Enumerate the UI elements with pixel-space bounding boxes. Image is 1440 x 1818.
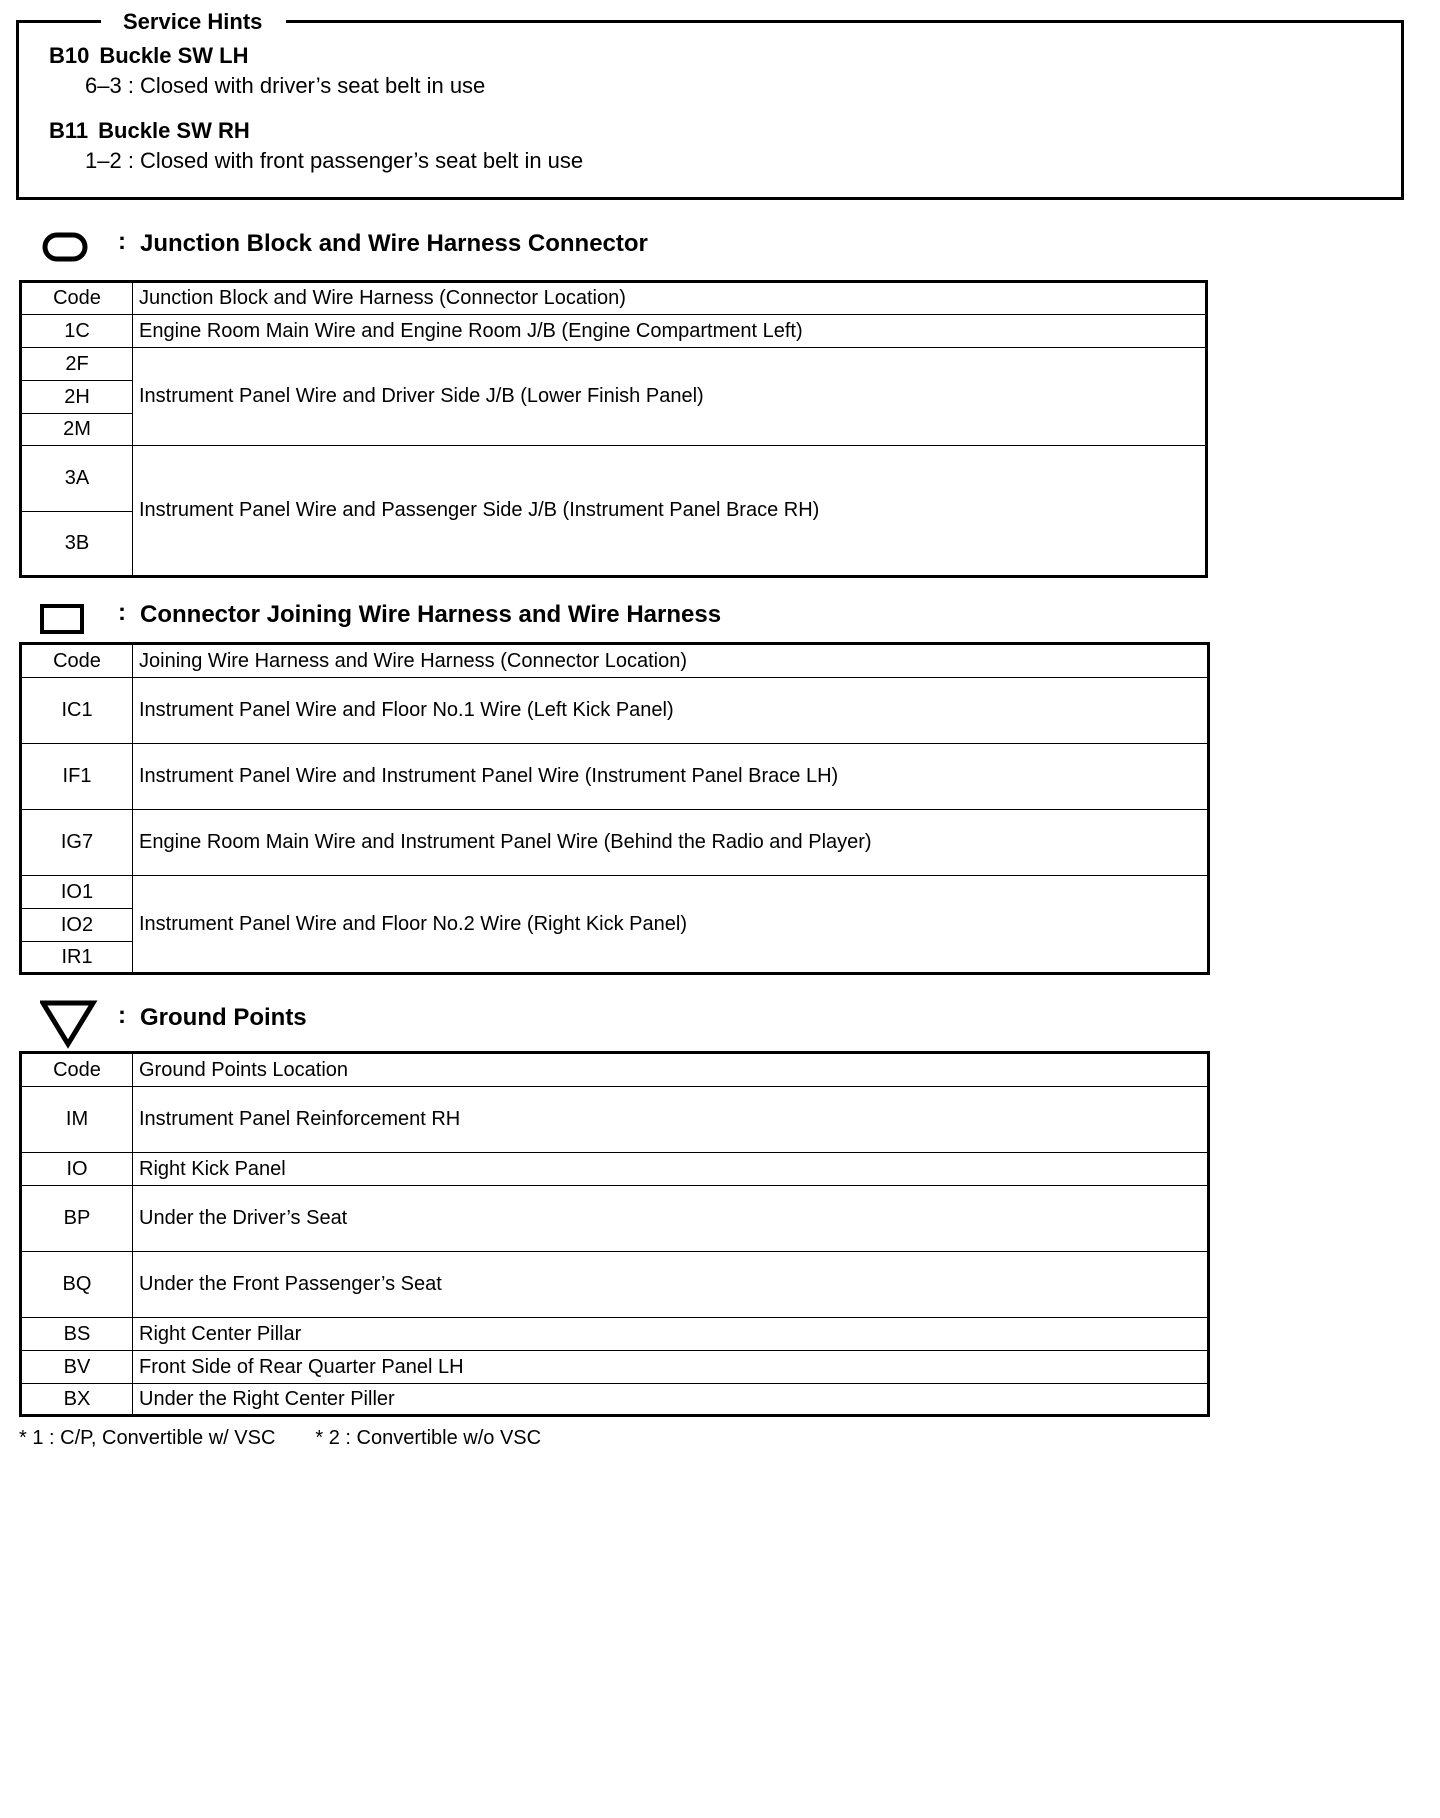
row-desc: Instrument Panel Wire and Driver Side J/B (Lower Finish Panel) [133, 348, 1207, 446]
rounded-rectangle-icon [40, 226, 90, 266]
row-code: BP [21, 1186, 133, 1252]
hint-desc: 1–2 : Closed with front passenger’s seat belt in use [85, 148, 584, 173]
row-code: 2M [21, 414, 133, 446]
hint-b10 [49, 43, 249, 69]
connector-table [19, 642, 1210, 975]
footnote-1: * 1 : C/P, Convertible w/ VSC [19, 1427, 276, 1449]
hint-b11 [49, 118, 250, 144]
table-row [21, 876, 1209, 909]
row-code: IR1 [21, 942, 133, 974]
table-row [21, 678, 1209, 744]
row-desc: Instrument Panel Wire and Floor No.2 Wire (Right Kick Panel) [133, 876, 1209, 974]
row-code: 2F [21, 348, 133, 381]
row-desc: Instrument Panel Wire and Floor No.1 Wire (Left Kick Panel) [133, 678, 1209, 744]
table-header-row [21, 282, 1207, 315]
row-code: IO2 [21, 909, 133, 942]
row-code: IO1 [21, 876, 133, 909]
ground-table [19, 1051, 1210, 1417]
table-row [21, 348, 1207, 381]
header-desc: Ground Points Location [133, 1053, 1209, 1087]
hint-code: B11 [49, 118, 89, 143]
service-hints-title: Service Hints [101, 9, 286, 35]
hint-name: Buckle SW LH [99, 43, 249, 68]
junction-table [19, 280, 1208, 578]
row-code: 3B [21, 512, 133, 577]
row-code: BS [21, 1318, 133, 1351]
hint-code: B10 [49, 43, 90, 68]
table-row [21, 1252, 1209, 1318]
triangle-down-icon [40, 1000, 100, 1050]
row-code: IO [21, 1153, 133, 1186]
header-desc: Junction Block and Wire Harness (Connector Location) [133, 282, 1207, 315]
table-row [21, 1318, 1209, 1351]
legend-colon: : [118, 599, 126, 626]
row-desc: Engine Room Main Wire and Instrument Panel Wire (Behind the Radio and Player) [133, 810, 1209, 876]
header-code: Code [21, 282, 133, 315]
table-row [21, 315, 1207, 348]
header-code: Code [21, 1053, 133, 1087]
footnote-2: * 2 : Convertible w/o VSC [315, 1427, 542, 1449]
row-code: BQ [21, 1252, 133, 1318]
junction-title: Junction Block and Wire Harness Connector [140, 230, 648, 257]
table-row [21, 446, 1207, 512]
header-desc: Joining Wire Harness and Wire Harness (Connector Location) [133, 644, 1209, 678]
legend-colon: : [118, 1002, 126, 1029]
service-hints-box [16, 9, 1404, 200]
table-row [21, 1087, 1209, 1153]
table-row [21, 1186, 1209, 1252]
row-desc: Instrument Panel Wire and Instrument Panel Wire (Instrument Panel Brace LH) [133, 744, 1209, 810]
row-desc: Instrument Panel Reinforcement RH [133, 1087, 1209, 1153]
row-code: BV [21, 1351, 133, 1384]
table-row [21, 744, 1209, 810]
table-header-row [21, 1053, 1209, 1087]
row-desc: Under the Driver’s Seat [133, 1186, 1209, 1252]
row-code: IM [21, 1087, 133, 1153]
row-code: IG7 [21, 810, 133, 876]
row-code: BX [21, 1384, 133, 1416]
ground-title: Ground Points [140, 1004, 307, 1031]
row-code: 1C [21, 315, 133, 348]
hint-desc: 6–3 : Closed with driver’s seat belt in use [85, 73, 486, 98]
row-desc: Front Side of Rear Quarter Panel LH [133, 1351, 1209, 1384]
legend-colon: : [118, 228, 126, 255]
table-row [21, 1384, 1209, 1416]
row-desc: Engine Room Main Wire and Engine Room J/B (Engine Compartment Left) [133, 315, 1207, 348]
table-header-row [21, 644, 1209, 678]
row-code: IF1 [21, 744, 133, 810]
square-icon [40, 597, 90, 637]
row-desc: Right Center Pillar [133, 1318, 1209, 1351]
row-code: 3A [21, 446, 133, 512]
row-desc: Under the Front Passenger’s Seat [133, 1252, 1209, 1318]
connector-title: Connector Joining Wire Harness and Wire Harness [140, 601, 722, 628]
row-desc: Instrument Panel Wire and Passenger Side J/B (Instrument Panel Brace RH) [133, 446, 1207, 577]
row-code: 2H [21, 381, 133, 414]
row-desc: Under the Right Center Piller [133, 1384, 1209, 1416]
header-code: Code [21, 644, 133, 678]
row-code: IC1 [21, 678, 133, 744]
hint-name: Buckle SW RH [98, 118, 250, 143]
table-row [21, 1153, 1209, 1186]
table-row [21, 1351, 1209, 1384]
footnotes [19, 1427, 541, 1450]
row-desc: Right Kick Panel [133, 1153, 1209, 1186]
table-row [21, 810, 1209, 876]
